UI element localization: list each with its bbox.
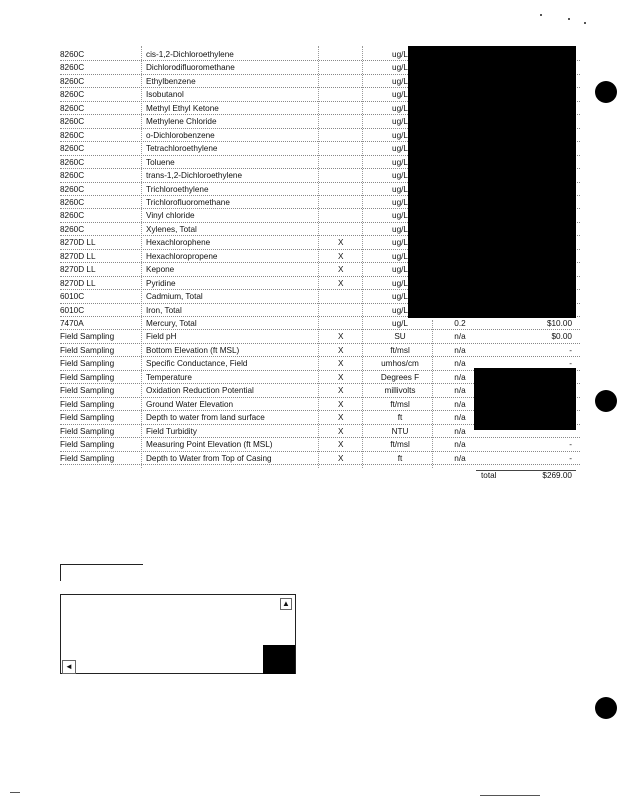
price-cell: $10.00 [546, 319, 572, 328]
x-cell: X [338, 332, 344, 342]
x-cell: X [338, 238, 344, 248]
analyte-cell: Methylene Chloride [146, 117, 217, 127]
detection-cell: n/a [454, 426, 466, 436]
unit-cell: ug/L [392, 63, 408, 73]
unit-cell: ug/L [392, 292, 408, 302]
price-cell: - [569, 359, 572, 369]
method-cell: Field Sampling [60, 399, 115, 409]
method-cell: 8260C [60, 171, 85, 181]
analyte-cell: Kepone [146, 265, 175, 275]
unit-cell: ug/L [392, 103, 408, 113]
analyte-cell: Ground Water Elevation [146, 399, 234, 409]
detection-cell: n/a [454, 399, 466, 409]
method-cell: 8260C [60, 103, 85, 113]
analyte-cell: Temperature [146, 372, 192, 382]
price-cell: - [569, 440, 572, 450]
unit-cell: ug/L [392, 171, 408, 181]
method-cell: 8260C [60, 117, 85, 127]
unit-cell: ft [397, 453, 403, 463]
method-cell: 8260C [60, 90, 85, 100]
x-cell: X [338, 453, 344, 463]
method-cell: 8260C [60, 130, 85, 140]
method-cell: 7470A [60, 319, 84, 328]
detection-cell: n/a [454, 332, 466, 342]
analyte-cell: cis-1,2-Dichloroethylene [146, 50, 234, 59]
analyte-cell: Measuring Point Elevation (ft MSL) [146, 440, 273, 450]
unit-cell: ug/L [392, 117, 408, 127]
scroll-up-icon[interactable]: ▲ [280, 598, 292, 610]
unit-cell: SU [394, 332, 406, 342]
method-cell: 8270D LL [60, 251, 96, 261]
analyte-cell: Isobutanol [146, 90, 184, 100]
x-cell: X [338, 251, 344, 261]
price-cell: $0.00 [551, 332, 572, 342]
unit-cell: ug/L [392, 238, 408, 248]
unit-cell: ug/L [392, 278, 408, 288]
detection-cell: n/a [454, 413, 466, 423]
method-cell: Field Sampling [60, 345, 115, 355]
redaction-block [474, 368, 576, 430]
detection-cell: n/a [454, 440, 466, 450]
detection-cell: n/a [454, 359, 466, 369]
x-cell: X [338, 386, 344, 396]
table-row [60, 344, 580, 357]
table-row [60, 317, 580, 330]
unit-cell: ft [397, 413, 403, 423]
analyte-cell: Toluene [146, 157, 175, 167]
detection-cell: 0.2 [454, 319, 466, 328]
table-row [60, 330, 580, 343]
redaction-block [263, 645, 295, 674]
method-cell: Field Sampling [60, 359, 115, 369]
unit-cell: ug/L [392, 224, 408, 234]
method-cell: 8260C [60, 76, 85, 86]
unit-cell: Degrees F [380, 372, 420, 382]
unit-cell: ug/L [392, 130, 408, 140]
method-cell: 8270D LL [60, 238, 96, 248]
method-cell: 8270D LL [60, 265, 96, 275]
method-cell: Field Sampling [60, 426, 115, 436]
punch-hole [595, 697, 617, 719]
analyte-cell: Vinyl chloride [146, 211, 195, 221]
price-cell: - [569, 453, 572, 463]
method-cell: Field Sampling [60, 453, 115, 463]
x-cell: X [338, 426, 344, 436]
total-value: $269.00 [542, 471, 572, 480]
x-cell: X [338, 278, 344, 288]
method-cell: 8260C [60, 211, 85, 221]
unit-cell: ug/L [392, 251, 408, 261]
method-cell: 8260C [60, 50, 85, 59]
x-cell: X [338, 413, 344, 423]
x-cell: X [338, 359, 344, 369]
unit-cell: ug/L [392, 197, 408, 207]
scan-speck [10, 792, 20, 793]
redaction-block [408, 46, 576, 318]
unit-cell: ug/L [392, 157, 408, 167]
analyte-cell: o-Dichlorobenzene [146, 130, 215, 140]
row-divider [60, 464, 580, 465]
price-cell: - [569, 345, 572, 355]
unit-cell: ug/L [392, 211, 408, 221]
analyte-cell: Oxidation Reduction Potential [146, 386, 254, 396]
unit-cell: ft/msl [390, 345, 410, 355]
x-cell: X [338, 440, 344, 450]
analyte-cell: Hexachloropropene [146, 251, 218, 261]
text-area-frame[interactable] [60, 594, 296, 674]
x-cell: X [338, 399, 344, 409]
method-cell: Field Sampling [60, 440, 115, 450]
analyte-cell: Tetrachloroethylene [146, 144, 218, 154]
method-cell: Field Sampling [60, 413, 115, 423]
punch-hole [595, 81, 617, 103]
analyte-cell: Trichloroethylene [146, 184, 209, 194]
detection-cell: n/a [454, 386, 466, 396]
method-cell: 8260C [60, 197, 85, 207]
analyte-cell: Depth to water from land surface [146, 413, 265, 423]
method-cell: 6010C [60, 292, 85, 302]
analyte-cell: Depth to Water from Top of Casing [146, 453, 272, 463]
analyte-cell: Mercury, Total [146, 319, 197, 328]
x-cell: X [338, 345, 344, 355]
method-cell: Field Sampling [60, 332, 115, 342]
analyte-cell: Trichlorofluoromethane [146, 197, 230, 207]
analyte-cell: Hexachlorophene [146, 238, 211, 248]
unit-cell: ug/L [392, 184, 408, 194]
scan-speck [540, 14, 542, 16]
analyte-cell: Ethylbenzene [146, 76, 196, 86]
analyte-cell: Field Turbidity [146, 426, 197, 436]
table-row [60, 438, 580, 451]
scan-speck [584, 22, 586, 24]
analyte-cell: Xylenes, Total [146, 224, 197, 234]
method-cell: 8260C [60, 63, 85, 73]
scan-speck [568, 18, 570, 20]
analyte-cell: trans-1,2-Dichloroethylene [146, 171, 243, 181]
unit-cell: ug/L [392, 265, 408, 275]
unit-cell: ug/L [392, 305, 408, 315]
form-field-frame[interactable] [60, 564, 143, 581]
x-cell: X [338, 265, 344, 275]
method-cell: 8260C [60, 224, 85, 234]
detection-cell: n/a [454, 453, 466, 463]
unit-cell: ug/L [392, 319, 408, 328]
analyte-cell: Methyl Ethyl Ketone [146, 103, 219, 113]
unit-cell: umhos/cm [381, 359, 419, 369]
method-cell: 8270D LL [60, 278, 96, 288]
unit-cell: ft/msl [390, 399, 410, 409]
unit-cell: NTU [391, 426, 409, 436]
analyte-cell: Iron, Total [146, 305, 182, 315]
punch-hole [595, 390, 617, 412]
unit-cell: ft/msl [390, 440, 410, 450]
unit-cell: ug/L [392, 76, 408, 86]
analyte-cell: Field pH [146, 332, 177, 342]
detection-cell: n/a [454, 345, 466, 355]
method-cell: 8260C [60, 184, 85, 194]
total-label: total [481, 471, 497, 480]
analyte-cell: Pyridine [146, 278, 176, 288]
scan-speck [480, 795, 540, 796]
table-row [60, 452, 580, 465]
method-cell: 6010C [60, 305, 85, 315]
analyte-cell: Specific Conductance, Field [146, 359, 248, 369]
unit-cell: ug/L [392, 50, 408, 59]
method-cell: 8260C [60, 144, 85, 154]
analyte-cell: Bottom Elevation (ft MSL) [146, 345, 240, 355]
scroll-left-icon[interactable]: ◄ [62, 660, 76, 674]
detection-cell: n/a [454, 372, 466, 382]
unit-cell: ug/L [392, 144, 408, 154]
x-cell: X [338, 372, 344, 382]
analyte-cell: Cadmium, Total [146, 292, 203, 302]
method-cell: Field Sampling [60, 386, 115, 396]
analyte-cell: Dichlorodifluoromethane [146, 63, 235, 73]
unit-cell: ug/L [392, 90, 408, 100]
method-cell: Field Sampling [60, 372, 115, 382]
unit-cell: millivolts [384, 386, 416, 396]
method-cell: 8260C [60, 157, 85, 167]
